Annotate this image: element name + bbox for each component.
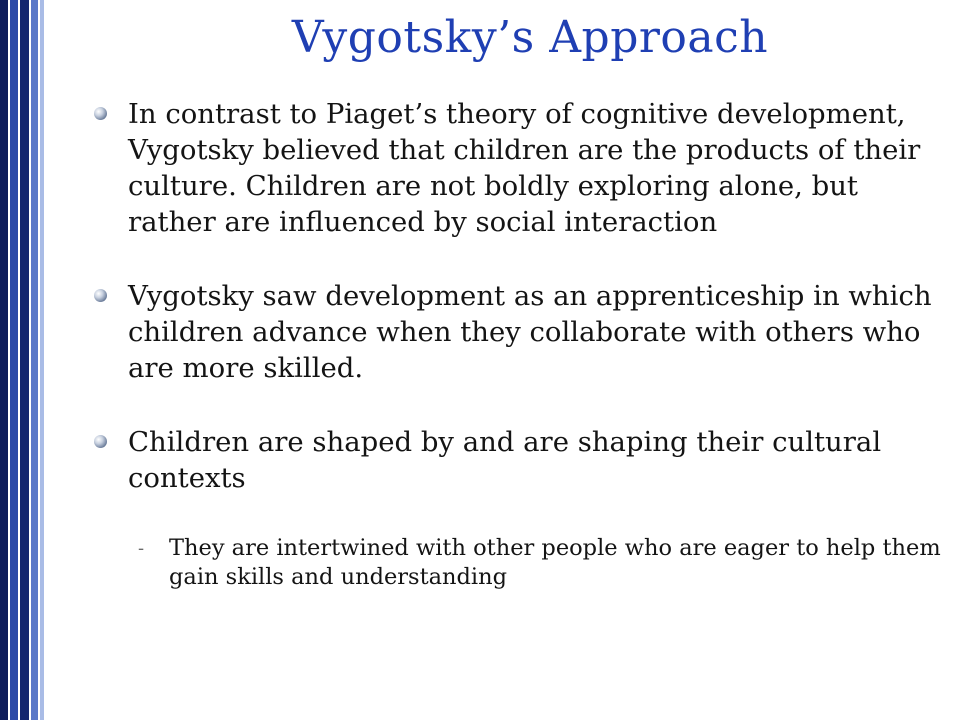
bullet-item [84,96,946,240]
stripe [20,0,29,720]
round-bullet-icon [94,289,107,302]
sub-bullet-text: They are intertwined with other people who are eager to help them gain skills and understanding [169,535,941,590]
stripe [40,0,44,720]
slide-body [84,96,946,592]
round-bullet-icon [94,435,107,448]
sub-bullet-item [84,534,946,592]
stripe [0,0,8,720]
bullet-item [84,424,946,496]
spacer [84,386,946,424]
bullet-text: Vygotsky saw development as an apprenticeship in which children advance when they collaborate with others who are more skilled. [128,280,932,384]
dash-icon: - [138,538,145,559]
stripe [31,0,38,720]
bullet-item [84,278,946,386]
decorative-left-stripes [0,0,44,720]
slide-title: Vygotsky’s Approach [291,12,769,63]
bullet-text: Children are shaped by and are shaping their cultural contexts [128,426,882,494]
stripe [10,0,18,720]
bullet-text: In contrast to Piaget’s theory of cognitive development, Vygotsky believed that children are the products of their culture. Children are not boldly exploring alone, but rather are influenced by social interaction [128,98,921,238]
spacer [84,496,946,534]
round-bullet-icon [94,107,107,120]
spacer [84,240,946,278]
